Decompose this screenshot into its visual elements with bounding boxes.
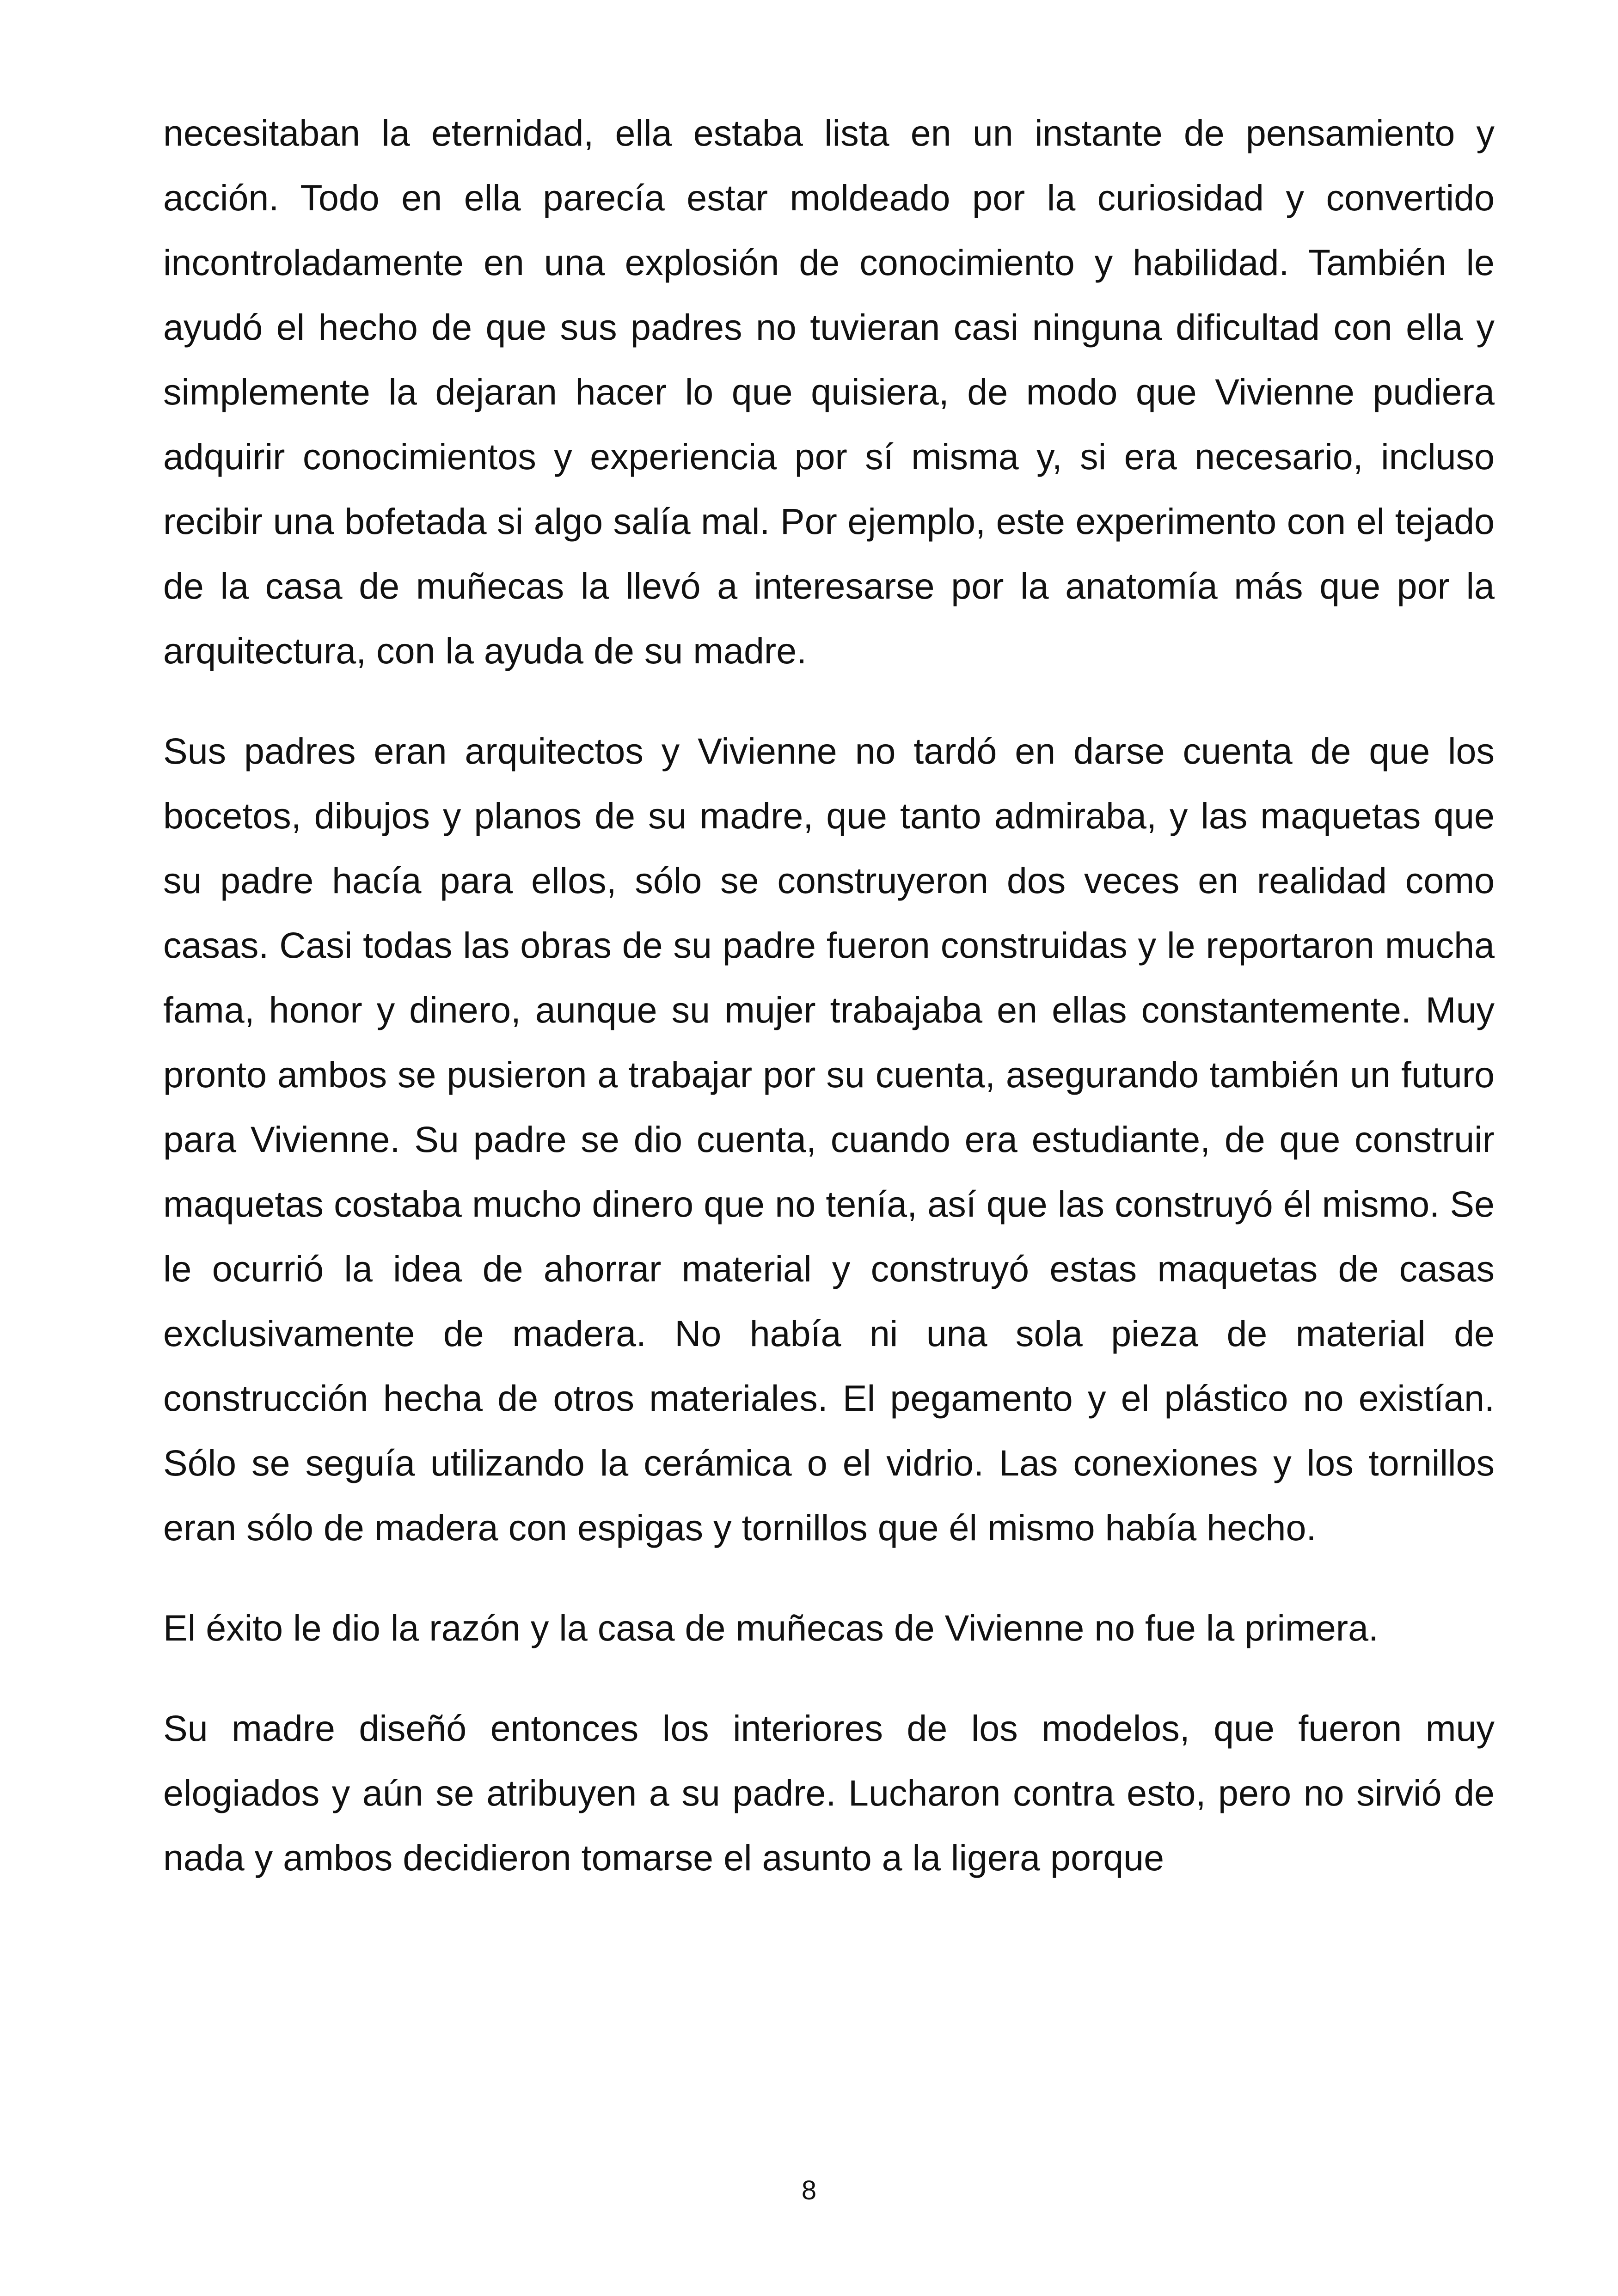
page-number: 8 (801, 2175, 817, 2205)
body-text (163, 101, 1495, 1926)
paragraph-4: Su madre diseñó entonces los interiores de los modelos, que fueron muy elogiados y aún se atribuyen a su padre. Lucharon contra esto, pero no sirvió de nada y ambos decidieron tomarse el asunto a la ligera porque (163, 1708, 1495, 1878)
paragraph-3: El éxito le dio la razón y la casa de muñecas de Vivienne no fue la primera. (163, 1607, 1379, 1648)
paragraph-2: Sus padres eran arquitectos y Vivienne no tardó en darse cuenta de que los bocetos, dibujos y planos de su madre, que tanto admiraba, y las maquetas que su padre hacía para ellos, sólo se construyeron dos veces en realidad como casas. Casi todas las obras de su padre fueron construidas y le reportaron mucha fama, honor y dinero, aunque su mujer trabajaba en ellas constantemente. Muy pronto ambos se pusieron a trabajar por su cuenta, asegurando también un futuro para Vivienne. Su padre se dio cuenta, cuando era estudiante, de que construir maquetas costaba mucho dinero que no tenía, así que las construyó él mismo. Se le ocurrió la idea de ahorrar material y construyó estas maquetas de casas exclusivamente de madera. No había ni una sola pieza de material de construcción hecha de otros materiales. El pegamento y el plástico no existían. Sólo se seguía utilizando la cerámica o el vidrio. Las conexiones y los tornillos eran sólo de madera con espigas y tornillos que él mismo había hecho. (163, 730, 1495, 1548)
paragraph-1: necesitaban la eternidad, ella estaba lista en un instante de pensamiento y acción. Todo en ella parecía estar moldeado por la curiosidad y convertido incontroladamente en una explosión de conocimiento y habilidad. También le ayudó el hecho de que sus padres no tuvieran casi ninguna dificultad con ella y simplemente la dejaran hacer lo que quisiera, de modo que Vivienne pudiera adquirir conocimientos y experiencia por sí misma y, si era necesario, incluso recibir una bofetada si algo salía mal. Por ejemplo, este experimento con el tejado de la casa de muñecas la llevó a interesarse por la anatomía más que por la arquitectura, con la ayuda de su madre. (163, 112, 1495, 671)
